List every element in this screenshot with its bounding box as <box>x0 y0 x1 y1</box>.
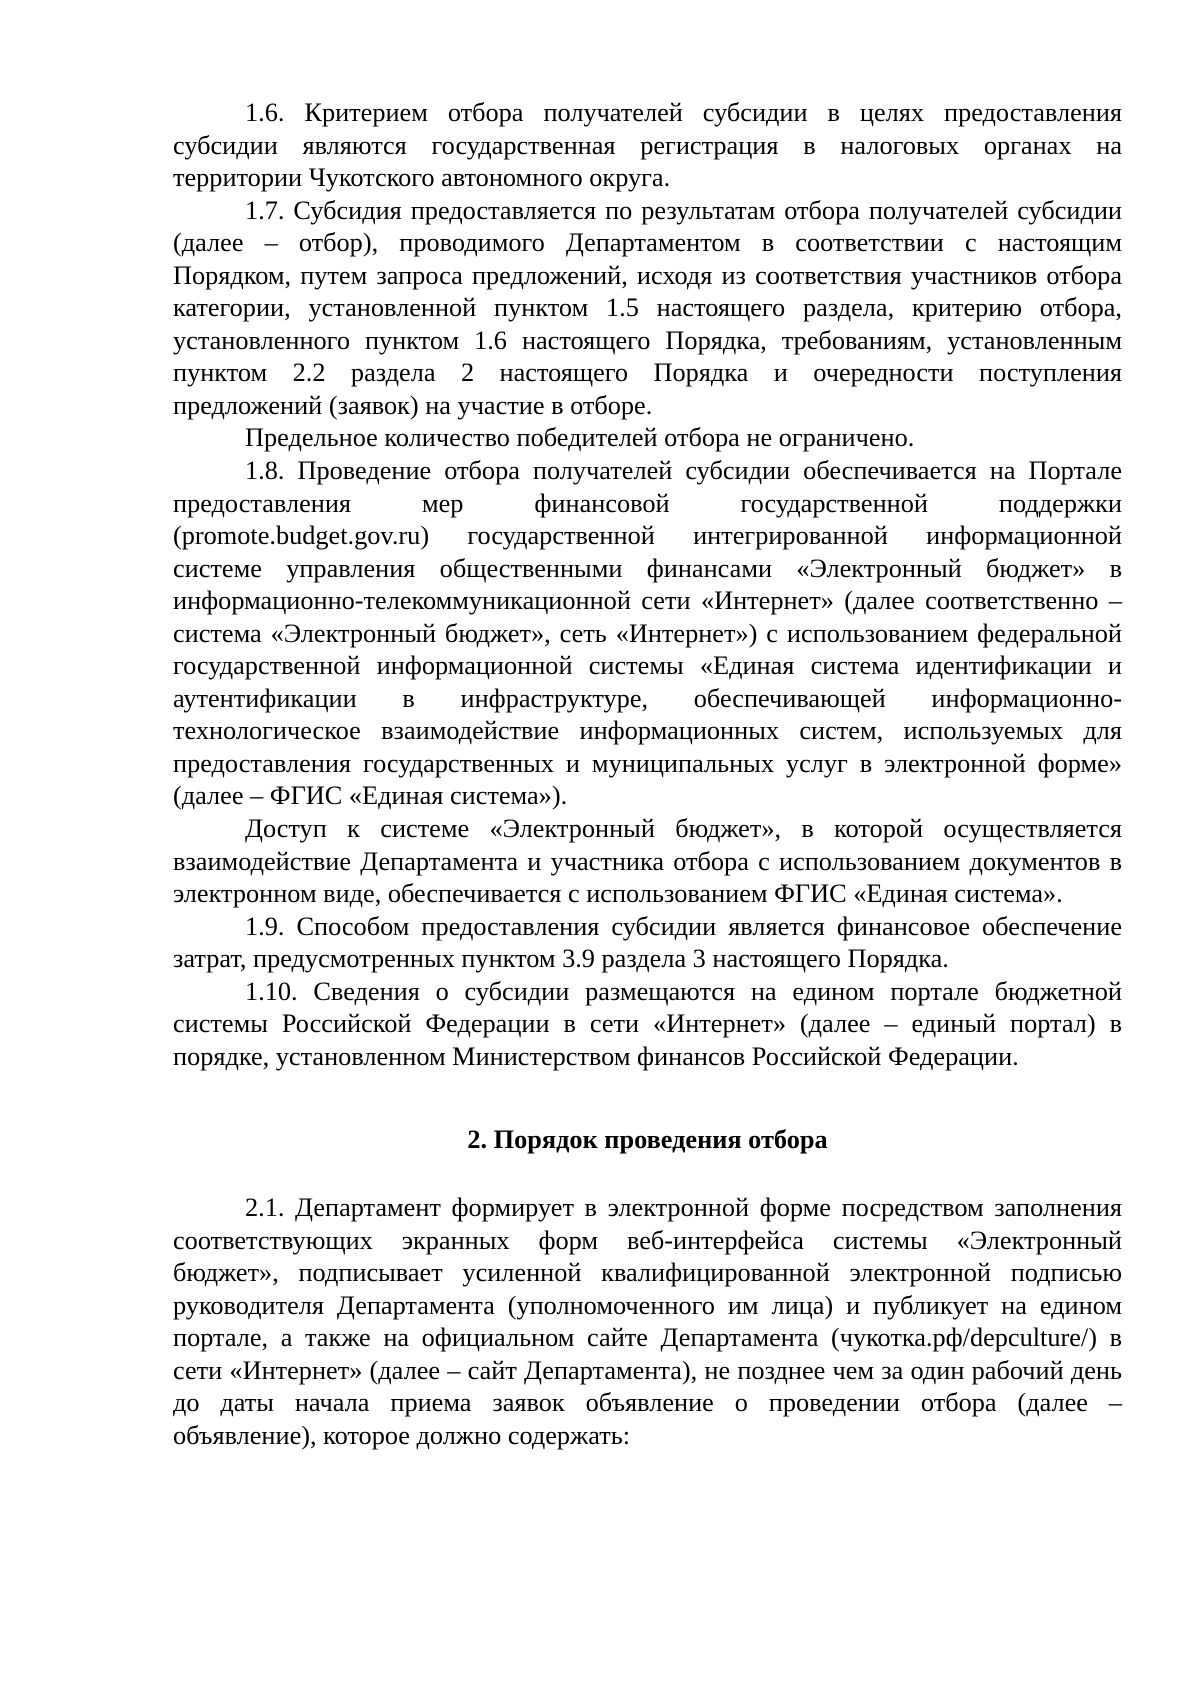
document-page <box>173 97 1122 1452</box>
paragraph-1-6: 1.6. Критерием отбора получателей субсидии в целях предоставления субсидии являются государственная регистрация в налоговых органах на территории Чукотского автономного округа. <box>173 98 1122 193</box>
section-heading: 2. Порядок проведения отбора <box>467 1125 828 1155</box>
section-gap-after-heading <box>173 1157 1122 1192</box>
paragraph-1-9: 1.9. Способом предоставления субсидии является финансовое обеспечение затрат, предусмотренных пунктом 3.9 раздела 3 настоящего Порядка. <box>173 911 1122 974</box>
paragraph-winners-limit: Предельное количество победителей отбора не ограничено. <box>245 423 915 453</box>
paragraph-1-8: 1.8. Проведение отбора получателей субсидии обеспечивается на Портале предоставления мер финансовой государственной поддержки (promote.budget.gov.ru) государственной интегрированной информационной системе управления общественными финансами «Электронный бюджет» в информационно-телекоммуникационной сети «Интернет» (далее соответственно – система «Электронный бюджет», сеть «Интернет») с использованием федеральной государственной информационной системы «Единая система идентификации и аутентификации в инфраструктуре, обеспечивающей информационно-технологическое взаимодействие информационных систем, используемых для предоставления государственных и муниципальных услуг в электронной форме» (далее – ФГИС «Единая система»). <box>173 456 1122 811</box>
paragraph-1-10: 1.10. Сведения о субсидии размещаются на едином портале бюджетной системы Российской Федерации в сети «Интернет» (далее – единый портал) в порядке, установленном Министерством финансов Российской Федерации. <box>173 976 1122 1071</box>
paragraph-system-access: Доступ к системе «Электронный бюджет», в которой осуществляется взаимодействие Департамента и участника отбора с использованием документов в электронном виде, обеспечивается с использованием ФГИС «Единая система». <box>173 814 1122 909</box>
section-gap-before-heading <box>173 1073 1122 1124</box>
paragraph-1-7: 1.7. Субсидия предоставляется по результатам отбора получателей субсидии (далее – отбор), проводимого Департаментом в соответствии с настоящим Порядком, путем запроса предложений, исходя из соответствия участников отбора категории, установленной пунктом 1.5 настоящего раздела, критерию отбора, установленного пунктом 1.6 настоящего Порядка, требованиям, установленным пунктом 2.2 раздела 2 настоящего Порядка и очередности поступления предложений (заявок) на участие в отборе. <box>173 195 1122 420</box>
paragraph-2-1: 2.1. Департамент формирует в электронной форме посредством заполнения соответствующих экранных форм веб-интерфейса системы «Электронный бюджет», подписывает усиленной квалифицированной электронной подписью руководителя Департамента (уполномоченного им лица) и публикует на едином портале, а также на официальном сайте Департамента (чукотка.рф/depculture/) в сети «Интернет» (далее – сайт Департамента), не позднее чем за один рабочий день до даты начала приема заявок объявление о проведении отбора (далее – объявление), которое должно содержать: <box>173 1192 1122 1450</box>
